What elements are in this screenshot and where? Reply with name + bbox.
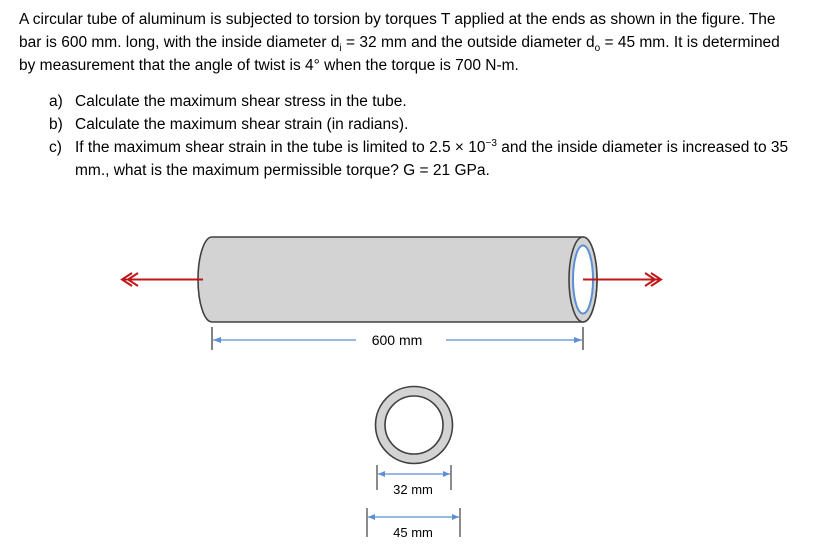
outer-arrowhead-left (368, 514, 375, 520)
outer-arrowhead-right (452, 514, 459, 520)
inner-arrowhead-left (378, 471, 385, 477)
outer-diameter-label: 45 mm (393, 525, 433, 540)
length-arrowhead-left (213, 337, 221, 343)
question-c-text-part-2: and the inside diameter is increased to 35 mm., what is the maximum permissible torque? G = 21 GPa. (75, 139, 789, 179)
question-c-letter: c) (49, 139, 62, 156)
inner-diameter-subscript: i (339, 43, 342, 55)
tube-side (198, 237, 597, 322)
length-arrowhead-right (574, 337, 582, 343)
inner-diameter-label: 32 mm (393, 482, 433, 497)
inner-diameter-dimension (377, 465, 451, 497)
question-c-text-part-1: If the maximum shear strain in the tube is limited to 2.5 × 10 (75, 139, 486, 156)
outer-diameter-subscript: o (594, 43, 601, 55)
left-torque-arrow (122, 273, 203, 286)
intro-text-part-2: = 32 mm and the outside diameter d (341, 34, 595, 51)
inner-arrowhead-right (443, 471, 450, 477)
intro-text-part-1: A circular tube of aluminum is subjected to torsion by torques T applied at the ends as shown in the figure. The bar is 600 mm. long, with the inside diameter d (19, 11, 776, 51)
question-b-letter: b) (49, 116, 63, 133)
cross-section (376, 387, 453, 464)
tube-body (198, 237, 597, 322)
question-b-text: Calculate the maximum shear strain (in radians). (75, 116, 409, 133)
question-c-exponent: −3 (485, 137, 497, 149)
outer-diameter-dimension (367, 508, 460, 540)
intro-text-part-3: = 45 mm. It is determined by measurement that the angle of twist is 4° when the torque is 700 N-m. (19, 34, 780, 74)
question-a-letter: a) (49, 93, 63, 110)
cross-section-inner (385, 396, 443, 454)
question-a-text: Calculate the maximum shear stress in the tube. (75, 93, 407, 110)
length-dimension (212, 327, 583, 350)
length-label: 600 mm (371, 332, 423, 348)
